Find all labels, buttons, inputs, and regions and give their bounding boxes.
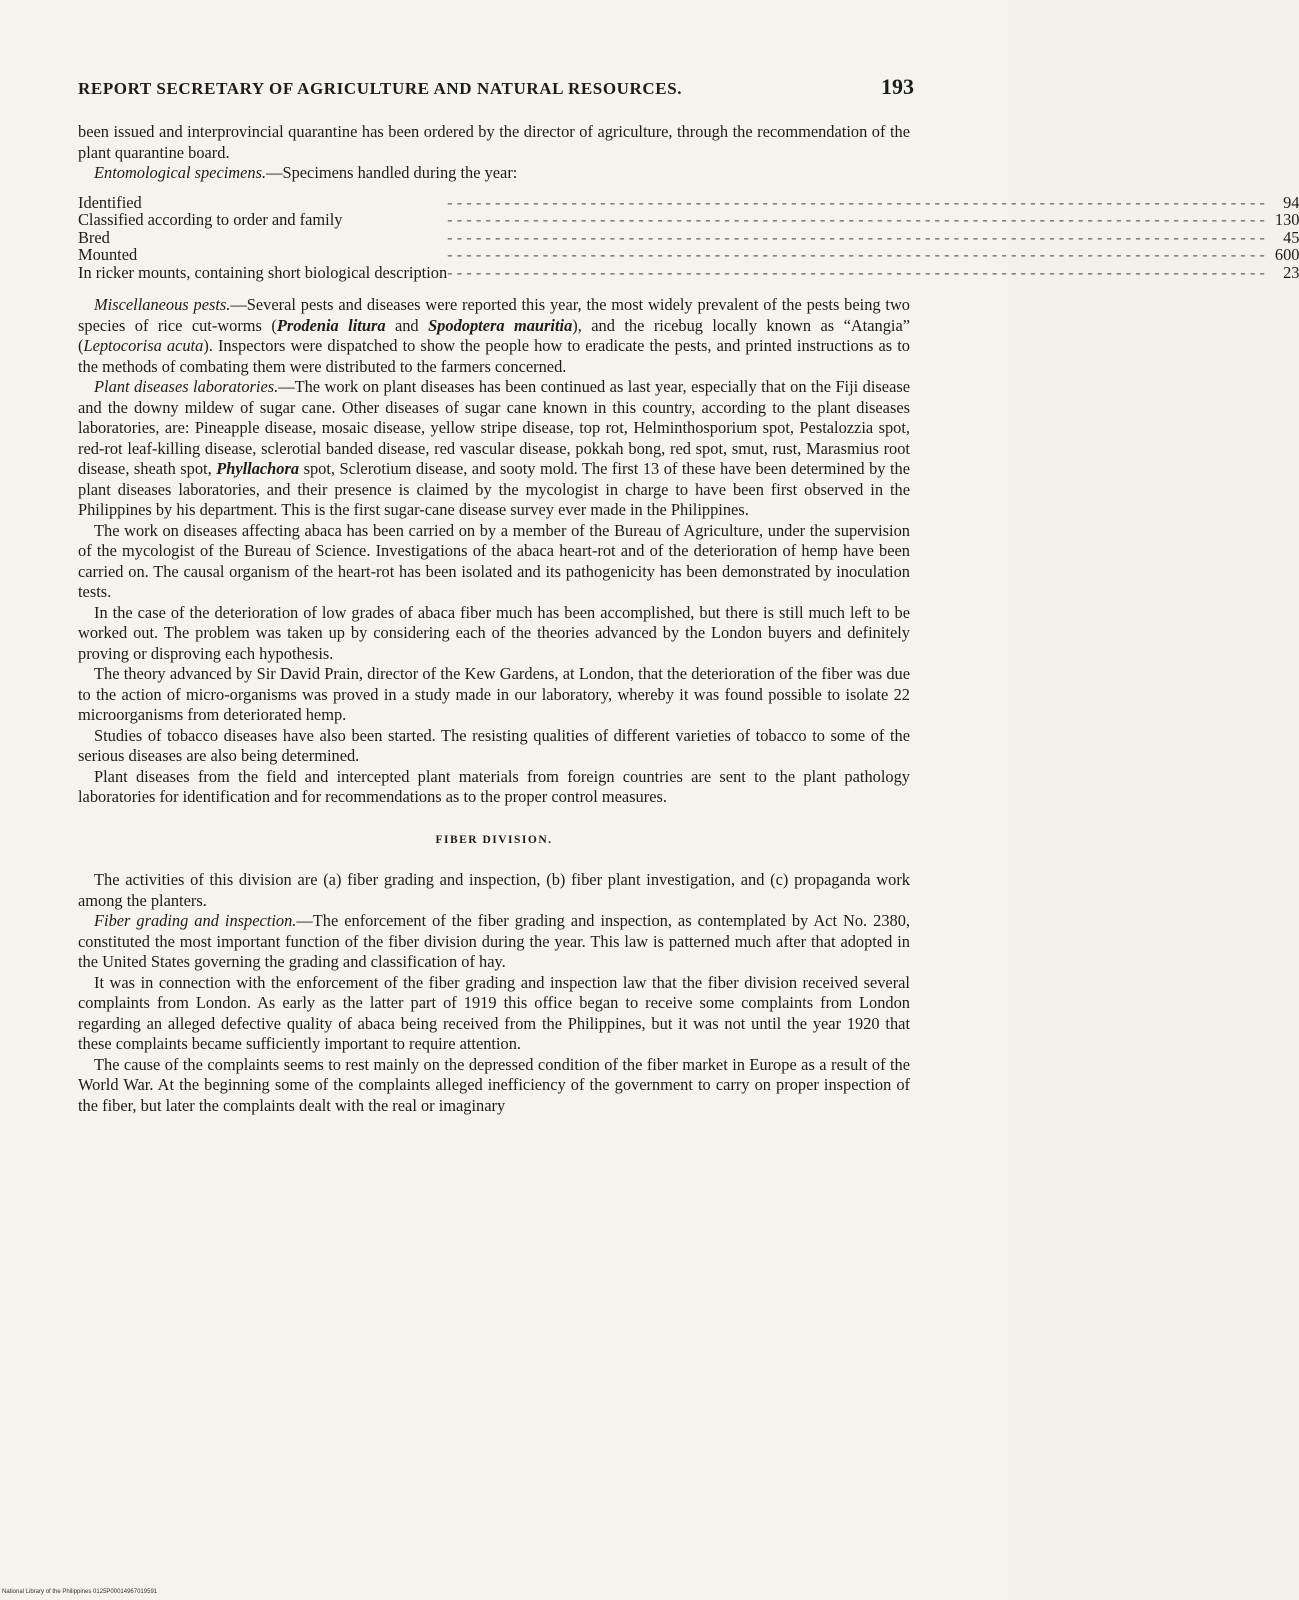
table-row xyxy=(78,246,1299,264)
leader-dots xyxy=(447,229,1265,247)
pests-paragraph xyxy=(78,295,910,377)
specimen-value: 130 xyxy=(1274,210,1299,229)
fiber-grading-text: —The enforcement of the fiber grading and inspection, as contemplated by Act No. 2380, constituted the most important function of the fiber division during the year. This law is patterned much after that adopted in the United States governing the grading and classification of hay. xyxy=(78,911,911,971)
pests-text: ), and the ricebug locally known as “Atangia” ( xyxy=(78,315,911,355)
specimen-label: Bred xyxy=(78,227,110,247)
page-body xyxy=(78,122,1299,1116)
table-row xyxy=(78,194,1299,212)
fiber-intro-paragraph: The activities of this division are (a) fiber grading and inspection, (b) fiber plant investigation, and (c) propaganda work among the planters. xyxy=(78,870,910,910)
plant-diseases-title: Plant diseases laboratories. xyxy=(94,377,279,396)
pests-text: and xyxy=(385,315,429,335)
pests-text: —Several pests and diseases were reported this year, the most widely prevalent of the pests being two species of rice cut-worms ( xyxy=(78,295,911,335)
pests-text: ). Inspectors were dispatched to show the people how to eradicate the pests, and printed instructions as to the methods of combating them were distributed to the farmers concerned. xyxy=(78,336,910,376)
plant-diseases-paragraph xyxy=(78,377,910,521)
leader-dots xyxy=(447,246,1265,264)
plant-diseases-text: —The work on plant diseases has been continued as last year, especially that on the Fiji disease and the downy mildew of sugar cane. Other diseases of sugar cane known in this country, according to the plant diseases laboratories, are: Pineapple disease, mosaic disease, yellow stripe disease, top rot, Helminthosporium spot, Pestalozzia spot, red-rot leaf-killing disease, sclerotial banded disease, red vascular disease, pokkah bong, red spot, smut, rust, Marasmius root disease, sheath spot, xyxy=(78,377,911,478)
specimen-value: 94 xyxy=(1283,192,1299,212)
genus-name: Phyllachora xyxy=(216,459,300,478)
specimen-value: 600 xyxy=(1274,245,1299,264)
paragraph: In the case of the deterioration of low grades of abaca fiber much has been accomplished, but there is still much left to be worked out. The problem was taken up by considering each of the theories advanced by the London buyers and definitely proving or disproving each hypothesis. xyxy=(78,602,910,663)
table-row xyxy=(78,264,1299,282)
footer-credit: National Library of the Philippines 0125P00014967019591 xyxy=(2,1589,158,1595)
specimen-label: Classified according to order and family xyxy=(78,210,343,229)
intro-paragraph: been issued and interprovincial quarantine has been ordered by the director of agriculture, through the recommendation of the plant quarantine board. xyxy=(78,122,910,162)
page-number: 193 xyxy=(881,74,914,99)
table-row xyxy=(78,229,1299,247)
fiber-division-heading: FIBER DIVISION. xyxy=(435,833,553,846)
fiber-grading-paragraph xyxy=(78,911,910,973)
paragraph: Studies of tobacco diseases have also been started. The resisting qualities of different varieties of tobacco to some of the serious diseases are also being determined. xyxy=(78,725,910,765)
entomological-paragraph xyxy=(78,163,910,184)
specimens-table xyxy=(78,194,1299,282)
entomological-text: —Specimens handled during the year: xyxy=(266,163,518,182)
paragraph: The cause of the complaints seems to rest mainly on the depressed condition of the fiber market in Europe as a result of the World War. At the beginning some of the complaints alleged inefficiency of the government to carry on proper inspection of the fiber, but later the complaints dealt with the real or imaginary xyxy=(78,1054,910,1115)
entomological-title: Entomological specimens. xyxy=(94,163,267,182)
leader-dots xyxy=(447,194,1265,212)
specimen-value: 23 xyxy=(1283,262,1299,282)
specimen-label: Mounted xyxy=(78,245,138,264)
specimen-label: Identified xyxy=(78,192,142,212)
species-name: Prodenia litura xyxy=(276,315,386,335)
paragraph: Plant diseases from the field and intercepted plant materials from foreign countries are sent to the plant pathology laboratories for identification and for recommendations as to the proper control measures. xyxy=(78,766,910,806)
species-name: Spodoptera mauritia xyxy=(428,315,573,335)
fiber-grading-title: Fiber grading and inspection. xyxy=(94,911,297,930)
plant-diseases-text: spot, Sclerotium disease, and sooty mold. The first 13 of these have been determined by the plant diseases laboratories, and their presence is claimed by the mycologist in charge to have been first observed in the Philippines by his department. This is the first sugar-cane disease survey ever made in the Philippines. xyxy=(78,459,910,519)
paragraph: It was in connection with the enforcement of the fiber grading and inspection law that the fiber division received several complaints from London. As early as the latter part of 1919 this office began to receive some complaints from London regarding an alleged defective quality of abaca being received from the Philippines, but it was not until the year 1920 that these complaints became sufficiently important to require attention. xyxy=(78,972,910,1053)
specimen-value: 45 xyxy=(1283,227,1299,247)
page-header xyxy=(78,74,914,100)
pests-title: Miscellaneous pests. xyxy=(94,295,231,314)
running-head: REPORT SECRETARY OF AGRICULTURE AND NATURAL RESOURCES. xyxy=(78,79,683,98)
leader-dots xyxy=(447,211,1265,229)
table-row xyxy=(78,211,1299,229)
leader-dots xyxy=(447,264,1265,282)
paragraph: The theory advanced by Sir David Prain, director of the Kew Gardens, at London, that the deterioration of the fiber was due to the action of micro-organisms was proved in a study made in our laboratory, whereby it was found possible to isolate 22 microorganisms from deteriorated hemp. xyxy=(78,664,910,724)
specimen-label: In ricker mounts, containing short biological description xyxy=(78,262,448,282)
paragraph: The work on diseases affecting abaca has been carried on by a member of the Bureau of Agriculture, under the supervision of the mycologist of the Bureau of Science. Investigations of the abaca heart-rot and of the deterioration of hemp have been carried on. The causal organism of the heart-rot has been isolated and its pathogenicity has been demonstrated by inoculation tests. xyxy=(78,520,910,601)
species-name: Leptocorisa acuta xyxy=(83,336,204,355)
